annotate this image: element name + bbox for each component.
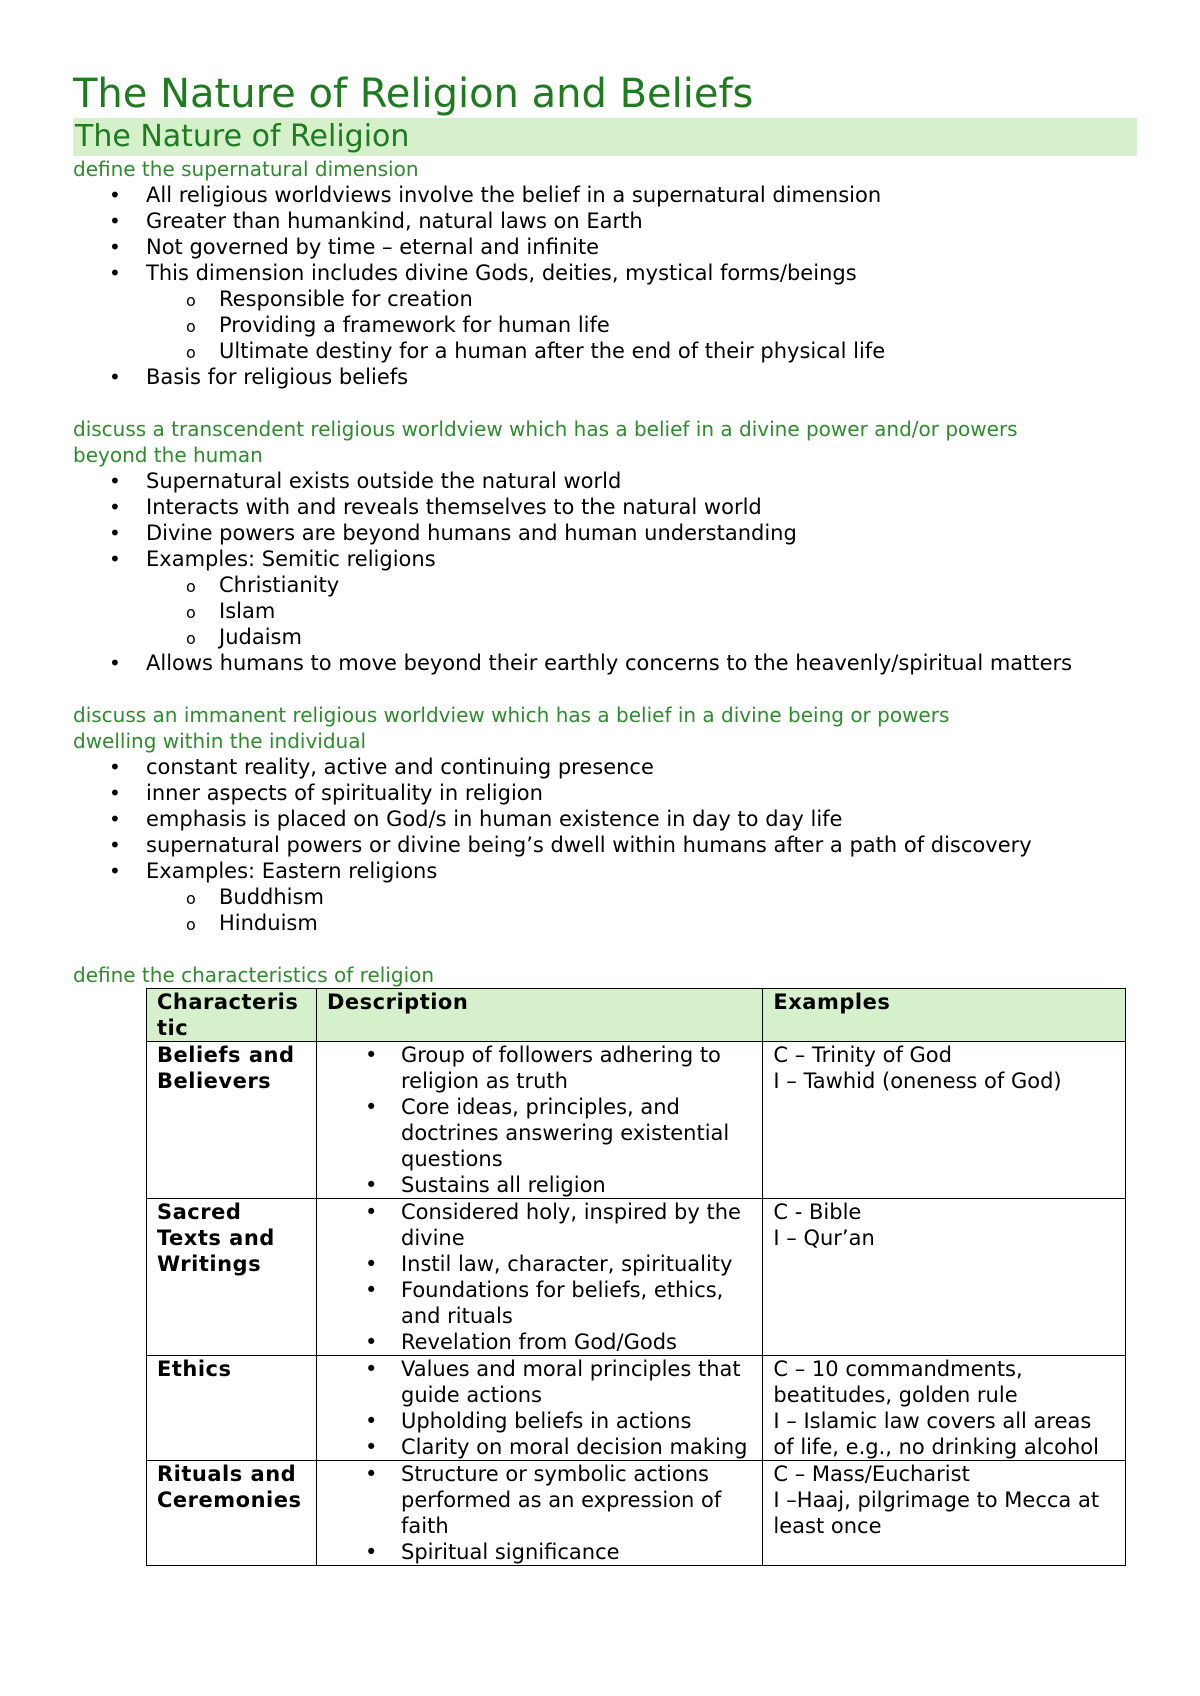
description-item: • Considered holy, inspired by the divine: [327, 1199, 752, 1251]
list-item: • Examples: Semitic religions: [73, 546, 1137, 572]
list-item: • constant reality, active and continuing presence: [73, 754, 1137, 780]
characteristic-cell: Sacred Texts and Writings: [147, 1199, 317, 1356]
description-item: • Group of followers adhering to religion as truth: [327, 1042, 752, 1094]
description-item: • Clarity on moral decision making: [327, 1434, 752, 1460]
description-item: • Structure or symbolic actions performed as an expression of faith: [327, 1461, 752, 1539]
list-item: • Allows humans to move beyond their earthly concerns to the heavenly/spiritual matters: [73, 650, 1137, 676]
list-item: • This dimension includes divine Gods, deities, mystical forms/beings: [73, 260, 1137, 286]
table-heading: define the characteristics of religion: [73, 963, 435, 987]
description-item: • Revelation from God/Gods: [327, 1329, 752, 1355]
bullet-list: [73, 182, 1137, 390]
description-cell: [316, 1042, 762, 1199]
document-title: The Nature of Religion and Beliefs: [73, 71, 754, 117]
list-item: • Basis for religious beliefs: [73, 364, 1137, 390]
sub-list-item: o Responsible for creation: [73, 286, 1137, 312]
list-item: • supernatural powers or divine being’s dwell within humans after a path of discovery: [73, 832, 1137, 858]
sub-list-item: o Providing a framework for human life: [73, 312, 1137, 338]
description-cell: [316, 1199, 762, 1356]
description-item: • Foundations for beliefs, ethics, and rituals: [327, 1277, 752, 1329]
sub-list-item: o Islam: [73, 598, 1137, 624]
example-line: I – Qur’an: [773, 1226, 875, 1250]
list-item: • Divine powers are beyond humans and human understanding: [73, 520, 1137, 546]
description-item: • Instil law, character, spirituality: [327, 1251, 752, 1277]
list-item: • Examples: Eastern religions: [73, 858, 1137, 884]
examples-cell: [763, 1199, 1126, 1356]
subheading: define the supernatural dimension: [73, 157, 419, 181]
list-item: • Supernatural exists outside the natural world: [73, 468, 1137, 494]
description-item: • Core ideas, principles, and doctrines answering existential questions: [327, 1094, 752, 1172]
spacer: [73, 676, 1137, 702]
description-cell: [316, 1356, 762, 1461]
table-row: [147, 1199, 1126, 1356]
content-blocks: [73, 156, 1137, 936]
description-item: • Upholding beliefs in actions: [327, 1408, 752, 1434]
subheading: dwelling within the individual: [73, 729, 367, 753]
list-item: • Greater than humankind, natural laws on Earth: [73, 208, 1137, 234]
example-line: I –Haaj, pilgrimage to Mecca at least once: [773, 1488, 1100, 1538]
column-header: Description: [316, 989, 762, 1042]
subheading: discuss an immanent religious worldview which has a belief in a divine being or powers: [73, 703, 950, 727]
description-list: [327, 1042, 752, 1198]
list-item: • All religious worldviews involve the belief in a supernatural dimension: [73, 182, 1137, 208]
list-item: • emphasis is placed on God/s in human existence in day to day life: [73, 806, 1137, 832]
characteristic-cell: Ethics: [147, 1356, 317, 1461]
spacer: [73, 390, 1137, 416]
example-line: C - Bible: [773, 1200, 862, 1224]
list-item: • Not governed by time – eternal and infinite: [73, 234, 1137, 260]
characteristic-cell: Rituals and Ceremonies: [147, 1461, 317, 1566]
sub-list-item: o Ultimate destiny for a human after the end of their physical life: [73, 338, 1137, 364]
description-item: • Sustains all religion: [327, 1172, 752, 1198]
sub-list-item: o Judaism: [73, 624, 1137, 650]
sub-list-item: o Christianity: [73, 572, 1137, 598]
document-page: [73, 70, 1137, 1566]
subheading: beyond the human: [73, 443, 263, 467]
examples-cell: [763, 1461, 1126, 1566]
description-cell: [316, 1461, 762, 1566]
examples-cell: [763, 1042, 1126, 1199]
section-heading: The Nature of Religion: [73, 118, 1137, 156]
example-line: I – Islamic law covers all areas of life, e.g., no drinking alcohol: [773, 1409, 1099, 1459]
table-row: [147, 1356, 1126, 1461]
examples-cell: [763, 1356, 1126, 1461]
description-list: [327, 1356, 752, 1460]
table-row: [147, 1042, 1126, 1199]
list-item: • inner aspects of spirituality in religion: [73, 780, 1137, 806]
table-row: [147, 1461, 1126, 1566]
characteristics-table: [146, 988, 1126, 1566]
column-header: Characteris tic: [147, 989, 317, 1042]
column-header: Examples: [763, 989, 1126, 1042]
example-line: C – 10 commandments, beatitudes, golden rule: [773, 1357, 1023, 1407]
sub-list-item: o Buddhism: [73, 884, 1137, 910]
subheading: discuss a transcendent religious worldview which has a belief in a divine power and/or powers: [73, 417, 1018, 441]
description-item: • Spiritual significance: [327, 1539, 752, 1565]
example-line: I – Tawhid (oneness of God): [773, 1069, 1062, 1093]
bullet-list: [73, 754, 1137, 936]
list-item: • Interacts with and reveals themselves to the natural world: [73, 494, 1137, 520]
sub-list-item: o Hinduism: [73, 910, 1137, 936]
table-header-row: [147, 989, 1126, 1042]
bullet-list: [73, 468, 1137, 676]
characteristic-cell: Beliefs and Believers: [147, 1042, 317, 1199]
description-item: • Values and moral principles that guide actions: [327, 1356, 752, 1408]
description-list: [327, 1461, 752, 1565]
example-line: C – Trinity of God: [773, 1043, 952, 1067]
example-line: C – Mass/Eucharist: [773, 1462, 970, 1486]
description-list: [327, 1199, 752, 1355]
